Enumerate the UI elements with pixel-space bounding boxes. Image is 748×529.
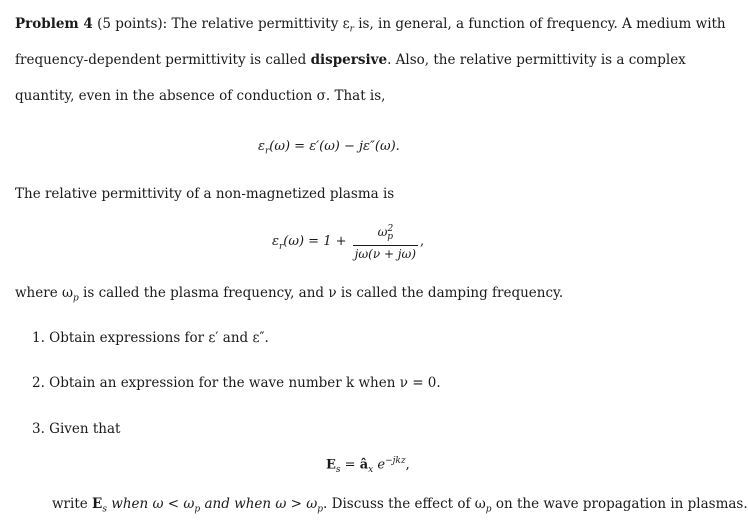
eq2-denominator: jω(ν + jω) [354, 247, 416, 262]
where-sub: p [72, 293, 79, 304]
item-2-text: 2. Obtain an expression for the wave number k when ν = 0. [32, 375, 441, 391]
equation-3 [326, 452, 410, 479]
eq3-exp: −jkz [385, 456, 406, 466]
eq2-fraction [353, 222, 418, 261]
plasma-line-text: The relative permittivity of a non-magnetized plasma is [15, 186, 395, 202]
dispersive-term: dispersive [310, 52, 388, 68]
where-line [15, 284, 563, 308]
eq2-numerator [353, 222, 418, 246]
equation-2 [272, 222, 424, 261]
eq3-a: â [359, 457, 369, 473]
last-line [52, 495, 748, 519]
epsilon-r-subscript: r [349, 24, 354, 35]
intro-line-1-text: : The relative permittivity ε [162, 16, 350, 32]
problem-points: (5 points) [97, 16, 163, 32]
eq3-a-sub: x [368, 464, 374, 475]
where-start: where ω [15, 285, 73, 301]
intro-line-3 [15, 87, 385, 105]
eq2-mid: (ω) = 1 + [283, 234, 347, 250]
intro-line-2 [15, 51, 686, 69]
eq3-eq: = [340, 457, 360, 473]
last-start: write [52, 496, 93, 512]
eq2-lhs-sub: r [278, 241, 284, 252]
last-sub-2: p [317, 504, 324, 515]
eq2-end: , [420, 234, 425, 250]
item-1-text: 1. Obtain expressions for ε′ and ε″. [32, 330, 269, 346]
item-3-text: 3. Given that [32, 421, 121, 437]
list-item-3 [32, 420, 120, 438]
eq1-rest: (ω) = ε′(ω) − jε″(ω). [269, 139, 400, 154]
last-end: on the wave propagation in plasmas. [491, 496, 748, 512]
eq2-num-sup: 2 [387, 224, 394, 234]
intro-line-1 [15, 15, 726, 39]
eq2-lhs: ε [272, 234, 279, 250]
eq1-lhs-sub: r [264, 146, 270, 157]
eq2-num-sub: p [387, 232, 393, 243]
eq1-lhs: ε [258, 139, 265, 154]
last-E: E [92, 496, 103, 512]
last-mid-2: and when ω > ω [200, 496, 318, 512]
last-sub-1: p [194, 504, 201, 515]
last-mid-1: when ω < ω [106, 496, 195, 512]
last-E-sub: s [102, 504, 107, 515]
eq3-e: e [373, 457, 386, 473]
intro-line-2-end: . Also, the relative permittivity is a complex [387, 52, 686, 68]
intro-line-1-end: is, in general, a function of frequency. A medium with [353, 16, 726, 32]
where-rest: is called the plasma frequency, and ν is called the damping frequency. [78, 285, 564, 301]
problem-title: Problem 4 [15, 16, 93, 32]
eq2-num-omega: ω [377, 225, 388, 239]
intro-line-3-text: quantity, even in the absence of conduction σ. That is, [15, 88, 386, 104]
list-item-2 [32, 374, 441, 392]
intro-line-2-start: frequency-dependent permittivity is called [15, 52, 311, 68]
list-item-1 [32, 329, 269, 347]
last-mid-3: . Discuss the effect of ω [323, 496, 486, 512]
eq3-E-sub: s [335, 464, 341, 475]
plasma-line [15, 185, 394, 203]
equation-1 [258, 138, 400, 161]
eq3-E: E [326, 457, 336, 473]
eq3-end: , [405, 457, 410, 473]
last-sub-3: p [485, 504, 492, 515]
